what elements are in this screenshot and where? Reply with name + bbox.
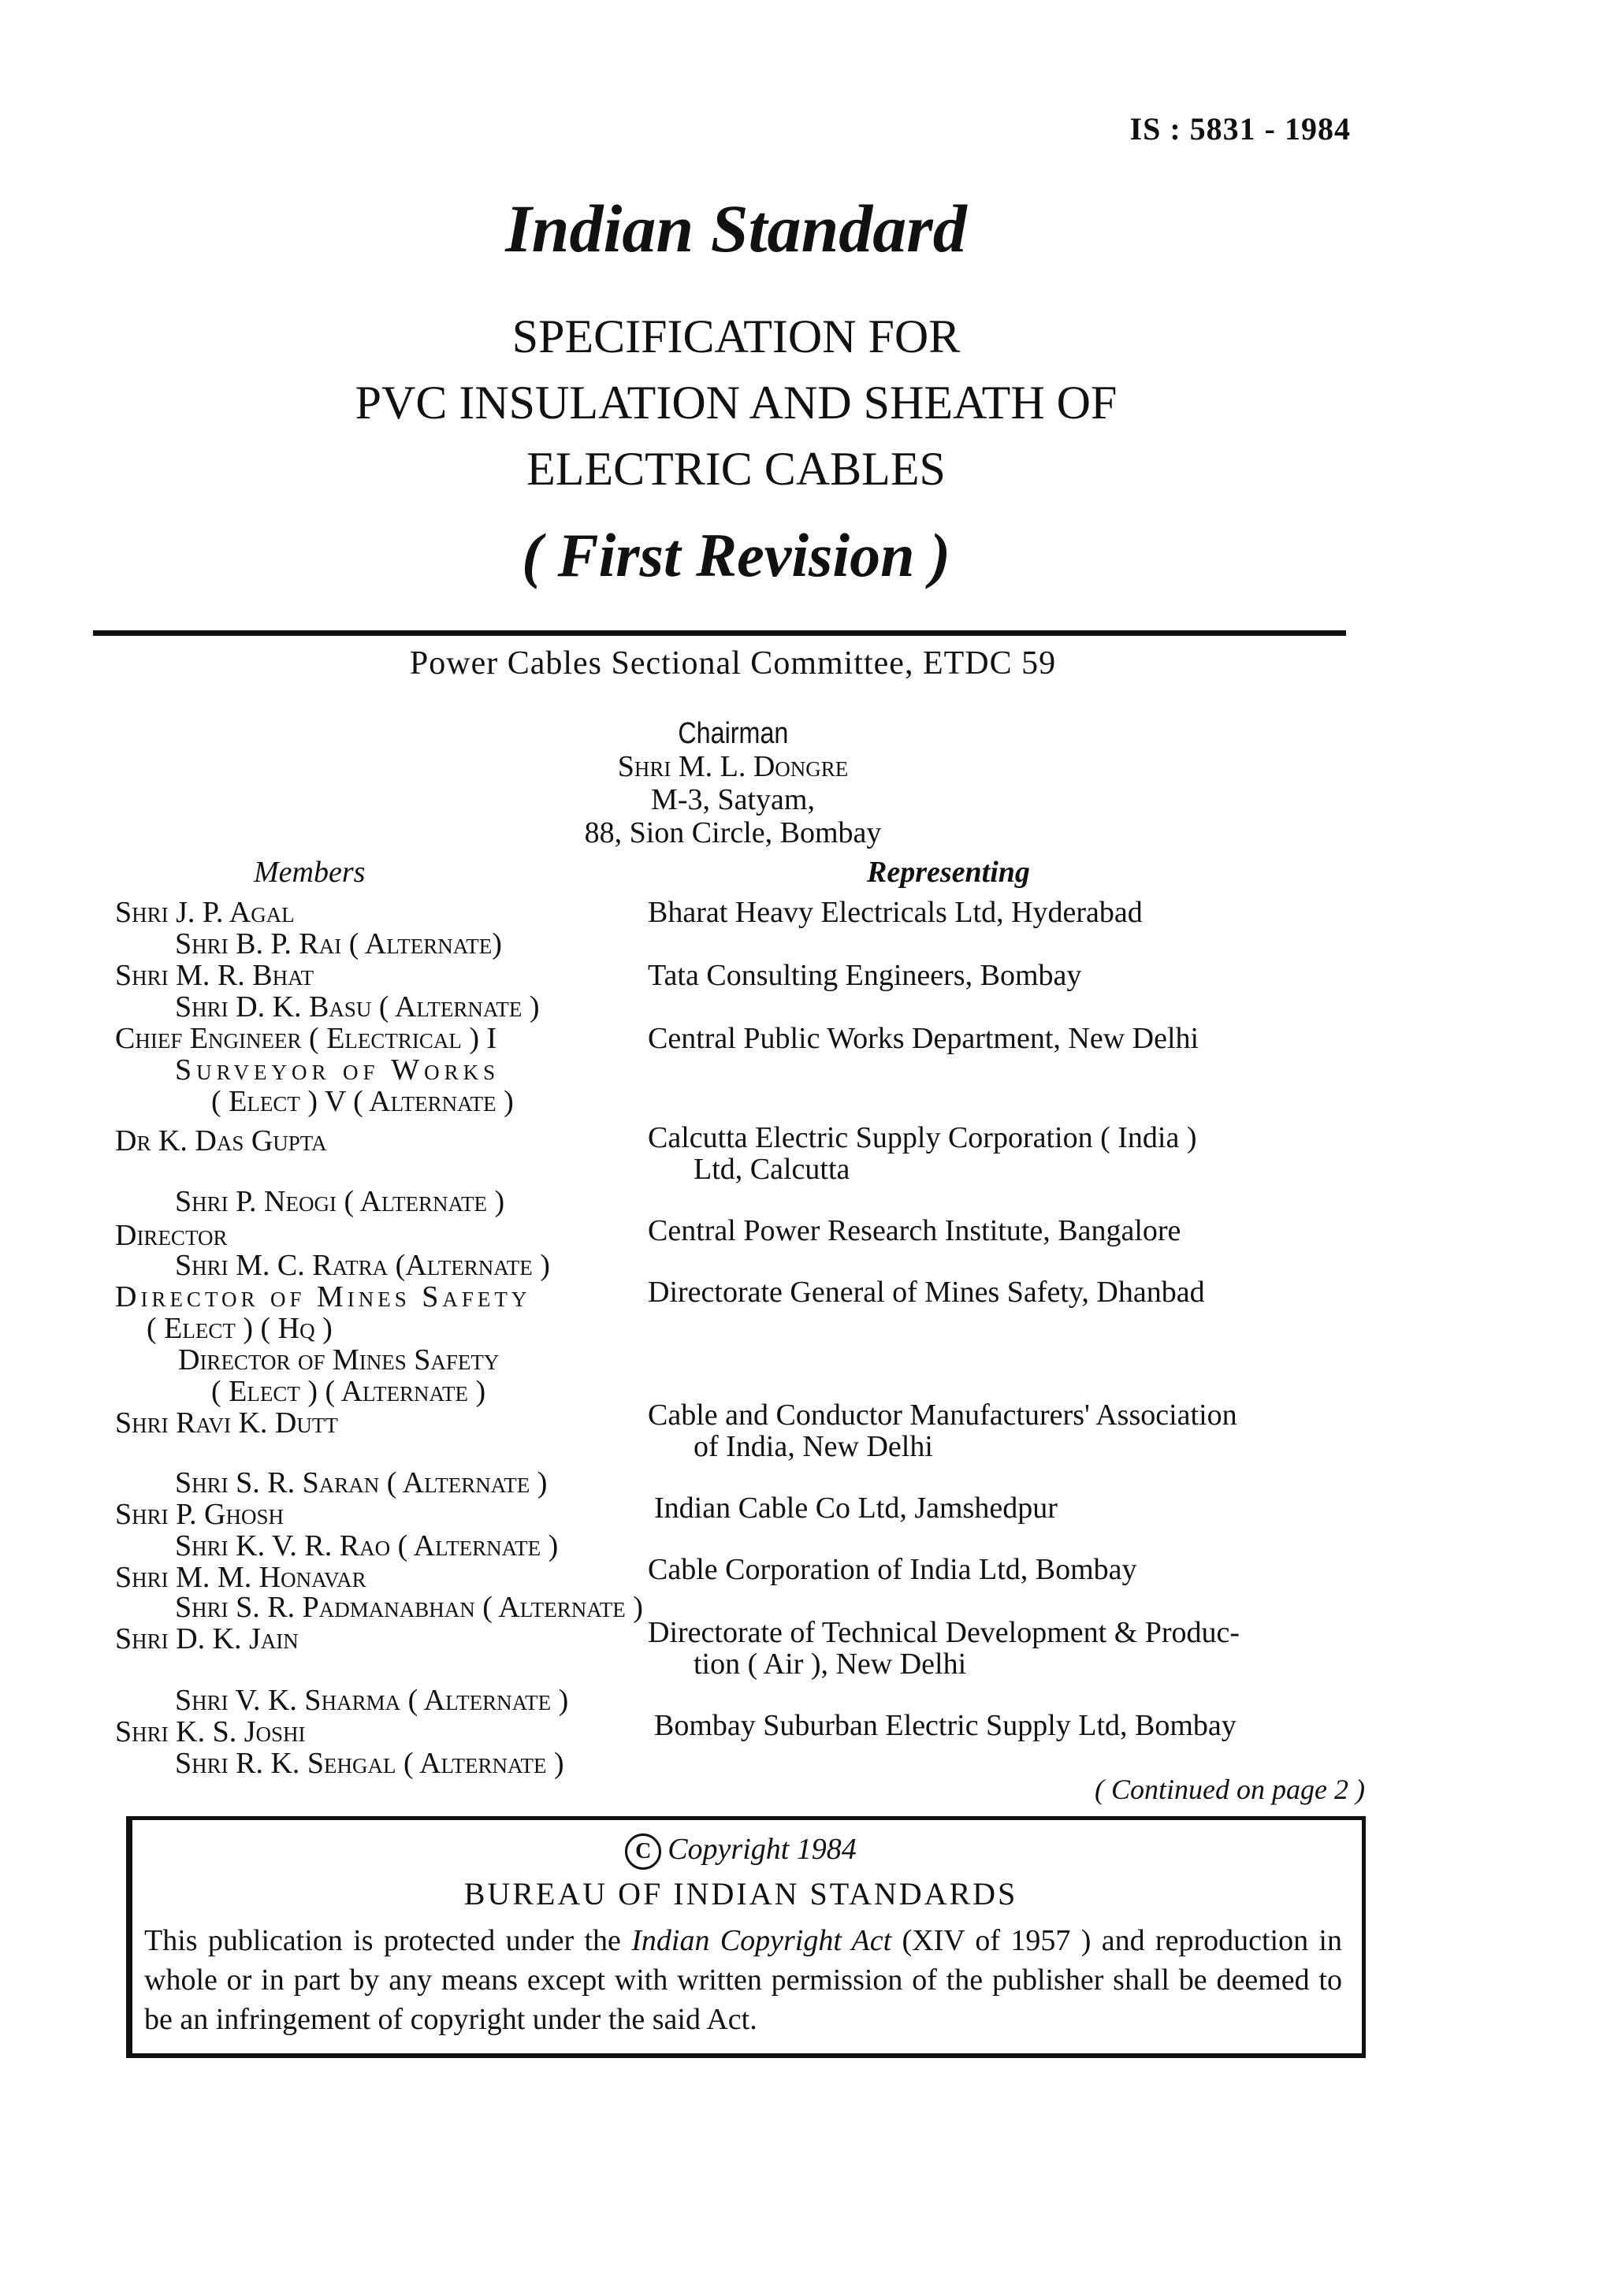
member-name: Shri M. C. Ratra (Alternate ) <box>175 1249 550 1282</box>
representing-entry-cont <box>648 1154 1373 1185</box>
representing-entry: Cable Corporation of India Ltd, Bombay <box>648 1553 1137 1586</box>
member-name: Shri D. K. Jain <box>115 1622 299 1655</box>
representing-entry: Directorate General of Mines Safety, Dhanbad <box>648 1276 1205 1309</box>
representing-cont-text: Ltd, Calcutta <box>694 1153 850 1186</box>
members-heading: Members <box>254 856 366 889</box>
chairman-label: Chairman <box>677 717 789 750</box>
copyright-text-1: This publication is protected under the <box>144 1924 632 1957</box>
representing-entry: Bharat Heavy Electricals Ltd, Hyderabad <box>648 896 1143 929</box>
representing-cont-text: tion ( Air ), New Delhi <box>694 1648 967 1681</box>
member-name: Shri M. R. Bhat <box>115 959 314 992</box>
member-name: Shri J. P. Agal <box>115 896 295 929</box>
page-title: Indian Standard <box>505 191 967 266</box>
subtitle <box>0 303 1472 502</box>
subtitle-line: SPECIFICATION FOR <box>511 310 961 362</box>
member-name: Shri M. M. Honavar <box>115 1561 366 1594</box>
representing-entry-cont <box>648 1648 1373 1680</box>
subtitle-line: PVC INSULATION AND SHEATH OF <box>355 377 1118 429</box>
member-name: Shri B. P. Rai ( Alternate) <box>175 927 502 960</box>
representing-entry: Directorate of Technical Development & Produc- <box>648 1616 1240 1649</box>
member-name: Shri S. R. Saran ( Alternate ) <box>175 1466 548 1499</box>
revision: ( First Revision ) <box>522 521 950 589</box>
member-name: Shri P. Ghosh <box>115 1498 284 1531</box>
member-name: Director of Mines Safety <box>115 1280 531 1313</box>
representing-entry: Calcutta Electric Supply Corporation ( India ) <box>648 1121 1197 1154</box>
chairman-block <box>0 717 1466 849</box>
member-name: Shri V. K. Sharma ( Alternate ) <box>175 1684 569 1717</box>
member-name: Shri K. S. Joshi <box>115 1715 306 1748</box>
member-name: Shri D. K. Basu ( Alternate ) <box>175 990 540 1024</box>
member-name: Shri R. K. Sehgal ( Alternate ) <box>175 1747 564 1780</box>
representing-entry: Bombay Suburban Electric Supply Ltd, Bombay <box>654 1709 1237 1742</box>
continued-note: ( Continued on page 2 ) <box>1095 1774 1365 1805</box>
member-name: ( Elect ) ( Hq ) <box>147 1312 333 1345</box>
member-name: Surveyor of Works <box>175 1053 500 1087</box>
copyright-text-2: (XIV of 1957 ) and reproduction in whole or in part by any means except with written permission of the publisher shall be deemed to be an infringement of copyright under the said Act. <box>144 1924 1342 2036</box>
member-name: Shri K. V. R. Rao ( Alternate ) <box>175 1529 559 1562</box>
representing-entry-cont <box>648 1431 1373 1462</box>
member-name: Chief Engineer ( Electrical ) I <box>115 1022 497 1055</box>
copyright-year: Copyright 1984 <box>668 1833 857 1866</box>
representing-entry: Cable and Conductor Manufacturers' Association <box>648 1399 1237 1432</box>
copyright-line <box>0 1832 1482 1870</box>
committee-name: Power Cables Sectional Committee, ETDC 59 <box>409 645 1057 682</box>
representing-cont-text: of India, New Delhi <box>694 1430 933 1463</box>
member-name: Shri P. Neogi ( Alternate ) <box>175 1185 505 1218</box>
document-number: IS : 5831 - 1984 <box>1129 111 1351 147</box>
representing-heading: Representing <box>867 856 1030 889</box>
copyright-notice <box>144 1921 1342 2039</box>
publisher-name: BUREAU OF INDIAN STANDARDS <box>463 1876 1018 1911</box>
representing-entry: Tata Consulting Engineers, Bombay <box>648 959 1082 992</box>
chairman-address-2: 88, Sion Circle, Bombay <box>584 816 882 849</box>
representing-entry: Central Public Works Department, New Delhi <box>648 1022 1199 1055</box>
member-name: ( Elect ) ( Alternate ) <box>211 1375 486 1408</box>
divider-rule <box>93 630 1346 636</box>
copyright-act: Indian Copyright Act <box>631 1924 892 1957</box>
chairman-name: Shri M. L. Dongre <box>617 750 849 783</box>
chairman-address-1: M-3, Satyam, <box>651 783 815 816</box>
member-name: Director <box>115 1219 228 1252</box>
member-name: Shri Ravi K. Dutt <box>115 1406 338 1440</box>
subtitle-line: ELECTRIC CABLES <box>526 443 946 495</box>
member-name: Director of Mines Safety <box>178 1343 500 1376</box>
copyright-icon: C <box>625 1833 661 1870</box>
member-name: ( Elect ) V ( Alternate ) <box>211 1085 514 1118</box>
member-name: Shri S. R. Padmanabhan ( Alternate ) <box>175 1591 643 1624</box>
representing-entry: Indian Cable Co Ltd, Jamshedpur <box>654 1492 1058 1525</box>
representing-entry: Central Power Research Institute, Bangalore <box>648 1214 1181 1247</box>
member-name: Dr K. Das Gupta <box>115 1124 327 1157</box>
